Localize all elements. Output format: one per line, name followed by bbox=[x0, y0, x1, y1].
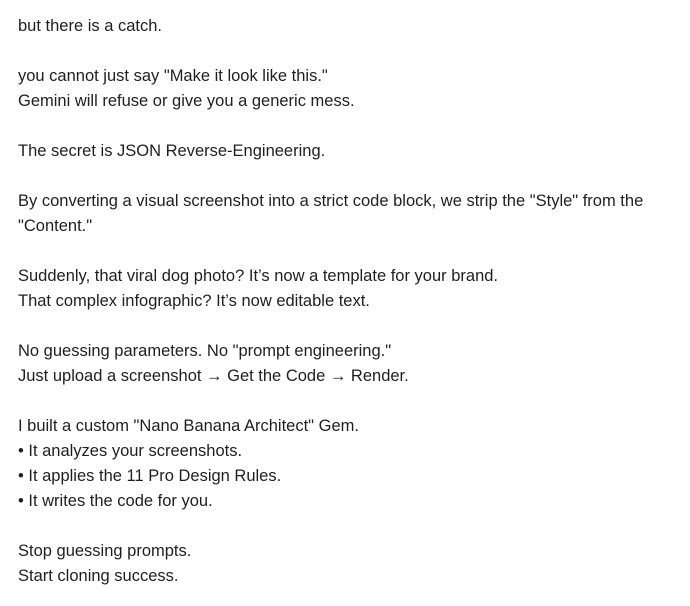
paragraph-no-guessing bbox=[18, 339, 668, 389]
text-line: Start cloning success. bbox=[18, 567, 179, 585]
paragraph-secret bbox=[18, 139, 668, 164]
text-line: you cannot just say "Make it look like this." bbox=[18, 67, 328, 85]
bullet-item: • It writes the code for you. bbox=[18, 492, 213, 510]
text-line: I built a custom "Nano Banana Architect" Gem. bbox=[18, 417, 359, 435]
paragraph-catch bbox=[18, 14, 668, 39]
post-body bbox=[18, 14, 668, 589]
paragraph-converting bbox=[18, 189, 668, 239]
text-line: The secret is JSON Reverse-Engineering. bbox=[18, 142, 326, 160]
paragraph-closing bbox=[18, 539, 668, 589]
paragraph-suddenly bbox=[18, 264, 668, 314]
text-line: but there is a catch. bbox=[18, 17, 162, 35]
text-line: Stop guessing prompts. bbox=[18, 542, 192, 560]
text-line: Suddenly, that viral dog photo? It’s now a template for your brand. bbox=[18, 267, 499, 285]
text-line: Just upload a screenshot → Get the Code → Render. bbox=[18, 367, 409, 385]
text-line: No guessing parameters. No "prompt engineering." bbox=[18, 342, 392, 360]
text-line: By converting a visual screenshot into a strict code block, we strip the "Style" from the "Content." bbox=[18, 192, 644, 235]
bullet-item: • It applies the 11 Pro Design Rules. bbox=[18, 467, 282, 485]
text-line: That complex infographic? It’s now editable text. bbox=[18, 292, 370, 310]
bullet-item: • It analyzes your screenshots. bbox=[18, 442, 243, 460]
paragraph-cannot-just-say bbox=[18, 64, 668, 114]
paragraph-built-gem bbox=[18, 414, 668, 514]
text-line: Gemini will refuse or give you a generic mess. bbox=[18, 92, 355, 110]
